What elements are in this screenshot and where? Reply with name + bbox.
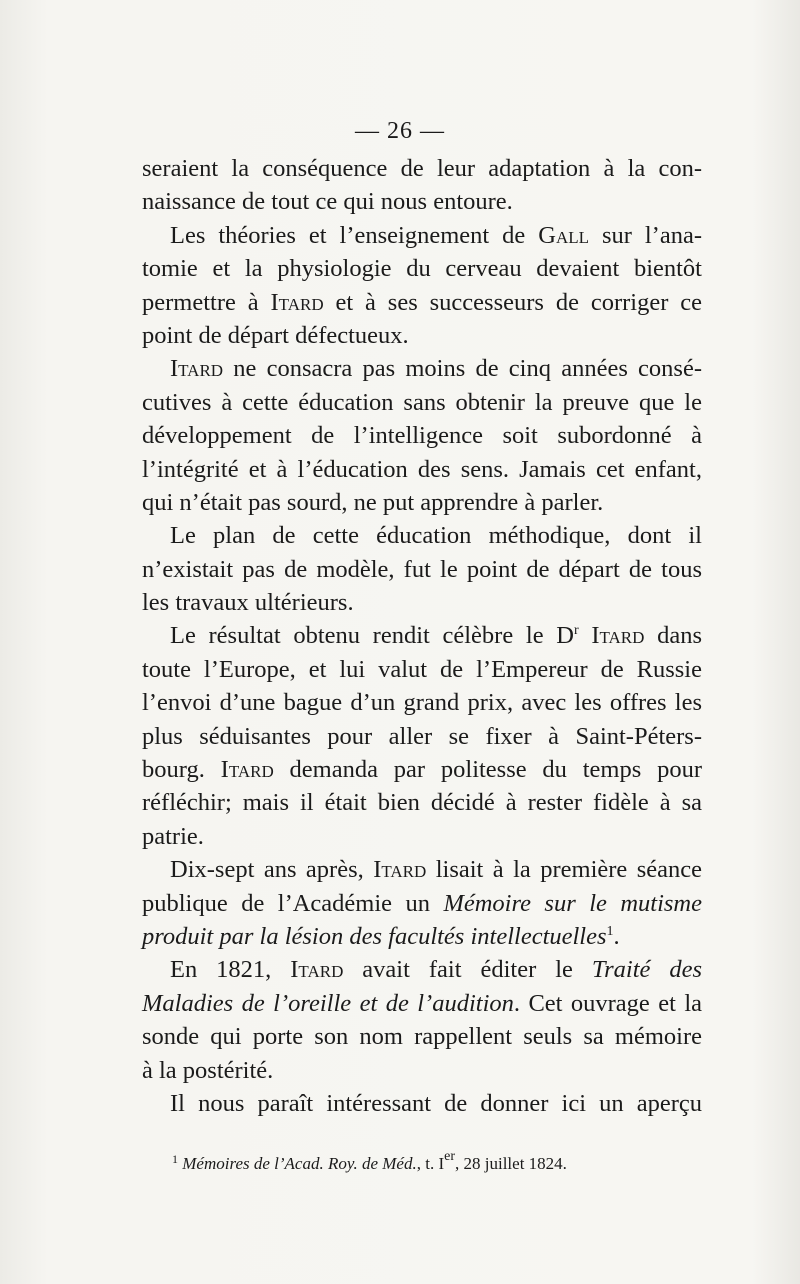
text-line: l’envoi d’une bague d’un grand prix, avec les offres les [142,689,702,717]
text-line: En 1821, Itard avait fait éditer le Traité des [170,956,703,984]
text-line: produit par la lésion des facultés intellectuelles$^1$. [142,922,620,950]
text-line: sonde qui porte son nom rappellent seuls sa mémoire [142,1023,702,1051]
footnote-marker: 1 [172,1152,178,1166]
text-line: à la postérité. [142,1056,274,1084]
page-number: — 26 — [355,118,445,144]
italic-title: produit par la lésion des facultés intellectuelles [142,922,607,950]
footnote-source: Mémoires de l’Acad. Roy. de Méd. [182,1154,417,1173]
superscript: 1 [606,923,614,939]
text-line: bourg. Itard demanda par politesse du temps pour [142,756,702,784]
text-line: Le résultat obtenu rendit célèbre le $D^r$ Itard dans [170,622,702,650]
text-line: Maladies de l’oreille et de l’audition. Cet ouvrage et la [142,989,703,1017]
text-line: Il nous paraît intéressant de donner ici un aperçu [170,1089,702,1117]
text-line: cutives à cette éducation sans obtenir la preuve que le [142,388,702,416]
text-line: développement de l’intelligence soit subordonné à [142,422,702,450]
text-line: les travaux ultérieurs. [142,589,354,617]
text-line: seraient la conséquence de leur adaptation à la con- [142,155,702,182]
text-line: tomie et la physiologie du cerveau devaient bientôt [142,255,702,283]
small-caps-name: Itard [270,288,324,316]
paragraph [142,152,702,219]
text-line: naissance de tout ce qui nous entoure. [142,188,513,216]
footnote [142,1149,732,1174]
text-line: réfléchir; mais il était bien décidé à rester fidèle à sa [142,789,702,817]
small-caps-name: Itard [591,622,645,650]
small-caps-name: Itard [290,956,344,984]
text-line: patrie. [142,822,204,850]
superscript: r [573,623,579,639]
text-line: qui n’était pas sourd, ne put apprendre à parler. [142,488,604,516]
text-line: Itard ne consacra pas moins de cinq années consé- [170,355,702,383]
italic-title: Traité des [591,956,703,984]
text-line: publique de l’Académie un Mémoire sur le mutisme [142,889,702,917]
paragraph [142,1087,702,1120]
text-line: plus séduisantes pour aller se fixer à Saint-Péters- [142,722,702,750]
text-line: Les théories et l’enseignement de Gall sur l’ana- [170,221,702,249]
text-line: Le plan de cette éducation méthodique, dont il [170,522,702,550]
footnote-date: , 28 juillet 1824. [455,1154,567,1173]
text-line: toute l’Europe, et lui valut de l’Empereur de Russie [142,655,702,683]
footnote-volume: , t. I [416,1154,445,1173]
paragraph [142,519,702,619]
small-caps-name: Itard [170,355,224,383]
footnote-volume-sup: er [444,1149,455,1164]
paragraph [142,953,702,1087]
paragraph [142,219,702,353]
paragraph [142,853,702,953]
paragraph [142,352,702,519]
small-caps-name: Gall [538,221,589,249]
text-line: l’intégrité et à l’éducation des sens. Jamais cet enfant, [142,455,702,483]
small-caps-name: Itard [220,756,274,784]
text-line: Dix-sept ans après, Itard lisait à la première séance [170,856,702,884]
small-caps-name: Itard [373,856,427,884]
paragraph [142,619,702,853]
text-line: n’existait pas de modèle, fut le point de départ de tous [142,555,702,583]
body-text [142,152,702,1120]
italic-title: Maladies de l’oreille et de l’audition [142,989,514,1017]
italic-title: Mémoire sur le mutisme [443,889,702,917]
text-line: point de départ défectueux. [142,321,409,349]
text-line: permettre à Itard et à ses successeurs de corriger ce [142,288,702,316]
